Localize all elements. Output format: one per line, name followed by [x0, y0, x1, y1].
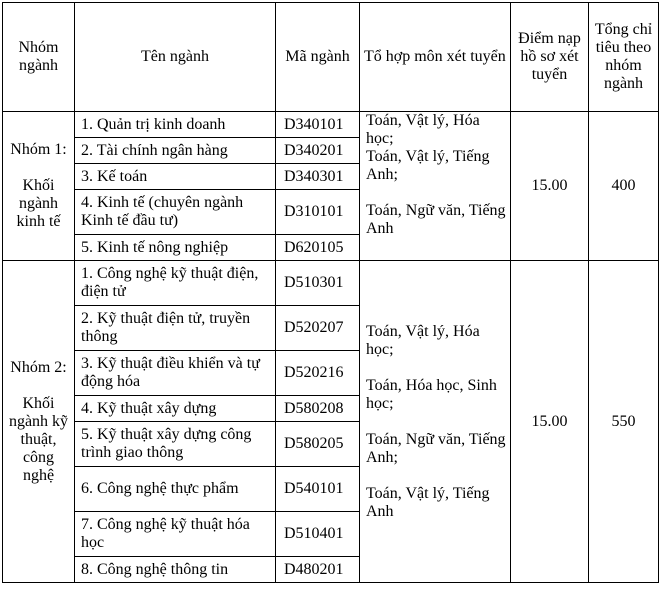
major-name: 5. Kinh tế nông nghiệp	[75, 235, 276, 261]
group-2-label	[3, 261, 75, 583]
group-2-combos	[360, 261, 511, 583]
major-code: D340101	[276, 112, 360, 138]
major-name: 8. Công nghệ thông tin	[75, 557, 276, 583]
major-name: 1. Công nghệ kỹ thuật điện, điện tử	[75, 261, 276, 306]
major-code: D340201	[276, 138, 360, 164]
major-code: D340301	[276, 164, 360, 190]
table-row	[3, 261, 659, 306]
header-major: Tên ngành	[75, 3, 276, 112]
major-code: D480201	[276, 557, 360, 583]
group-1-quota: 400	[589, 112, 659, 261]
combo-item: Toán, Ngữ văn, Tiếng Anh;	[366, 430, 506, 466]
major-name: 6. Công nghệ thực phẩm	[75, 467, 276, 512]
group-1-title: Khối ngành kinh tế	[16, 177, 61, 230]
group-1-label	[3, 112, 75, 261]
combo-item: Toán, Vật lý, Hóa học;	[366, 322, 480, 358]
combo-item: Toán, Hóa học, Sinh học;	[366, 376, 497, 412]
major-code: D520207	[276, 306, 360, 351]
header-combo: Tổ hợp môn xét tuyển	[360, 3, 511, 112]
major-code: D310101	[276, 190, 360, 235]
major-code: D520216	[276, 351, 360, 396]
major-name: 2. Kỹ thuật điện tử, truyền thông	[75, 306, 276, 351]
major-name: 5. Kỹ thuật xây dựng công trình giao thông	[75, 422, 276, 467]
group-1-number: Nhóm 1:	[10, 141, 67, 158]
group-2-quota: 550	[589, 261, 659, 583]
header-quota: Tổng chỉ tiêu theo nhóm ngành	[589, 3, 659, 112]
admission-table	[2, 2, 659, 583]
major-name: 1. Quản trị kinh doanh	[75, 112, 276, 138]
major-code: D510301	[276, 261, 360, 306]
group-1-score: 15.00	[511, 112, 589, 261]
combo-item: Toán, Vật lý, Tiếng Anh;	[366, 148, 490, 183]
table-row	[3, 112, 659, 138]
major-name: 7. Công nghệ kỹ thuật hóa học	[75, 512, 276, 557]
major-code: D580208	[276, 396, 360, 422]
major-name: 2. Tài chính ngân hàng	[75, 138, 276, 164]
combo-item: Toán, Vật lý, Hóa học;	[366, 112, 480, 147]
combo-item: Toán, Vật lý, Tiếng Anh	[366, 484, 490, 520]
major-code: D510401	[276, 512, 360, 557]
header-score: Điểm nạp hồ sơ xét tuyển	[511, 3, 589, 112]
group-2-title: Khối ngành kỹ thuật, công nghệ	[8, 394, 69, 484]
major-code: D540101	[276, 467, 360, 512]
major-code: D620105	[276, 235, 360, 261]
major-name: 4. Kinh tế (chuyên ngành Kinh tế đầu tư)	[75, 190, 276, 235]
header-code: Mã ngành	[276, 3, 360, 112]
header-row	[3, 3, 659, 112]
major-name: 3. Kế toán	[75, 164, 276, 190]
header-group: Nhóm ngành	[3, 3, 75, 112]
group-2-score: 15.00	[511, 261, 589, 583]
major-name: 3. Kỹ thuật điều khiển và tự động hóa	[75, 351, 276, 396]
major-code: D580205	[276, 422, 360, 467]
combo-item: Toán, Ngữ văn, Tiếng Anh	[366, 202, 506, 237]
group-1-combos	[360, 112, 511, 261]
major-name: 4. Kỹ thuật xây dựng	[75, 396, 276, 422]
group-2-number: Nhóm 2:	[10, 358, 67, 376]
